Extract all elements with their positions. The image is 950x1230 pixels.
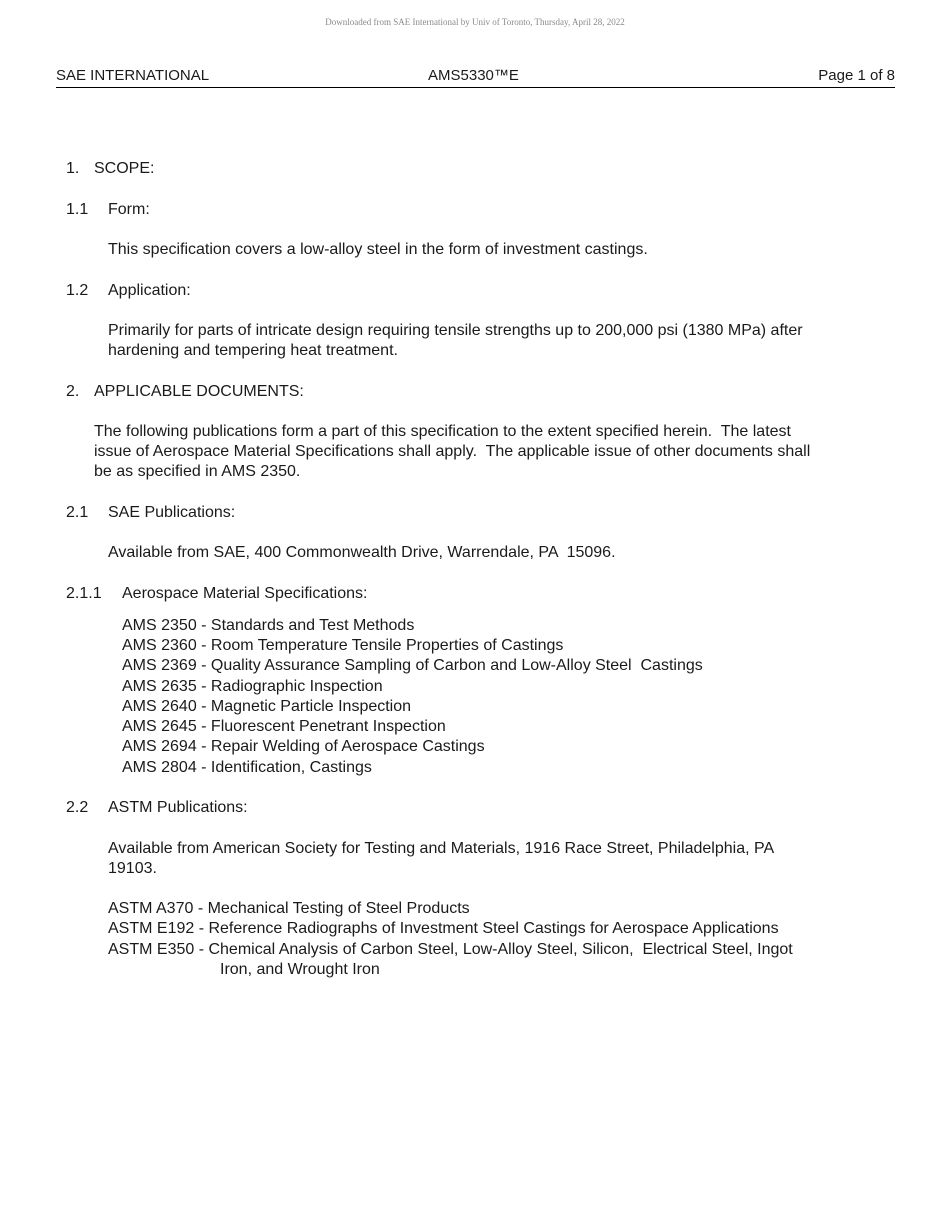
body-line: be as specified in AMS 2350. — [94, 463, 301, 480]
section-number: 2.2 — [66, 799, 89, 816]
section-number: 1.1 — [66, 201, 89, 218]
header-page-number: Page 1 of 8 — [818, 67, 895, 84]
list-item: AMS 2640 - Magnetic Particle Inspection — [122, 698, 412, 715]
section-number: 2. — [66, 383, 80, 400]
section-title: ASTM Publications: — [108, 799, 248, 816]
section-number: 2.1 — [66, 504, 89, 521]
section-number: 2.1.1 — [66, 585, 102, 602]
list-item: AMS 2645 - Fluorescent Penetrant Inspection — [122, 718, 446, 735]
list-item: ASTM E192 - Reference Radiographs of Investment Steel Castings for Aerospace Applications — [108, 920, 779, 937]
section-title: APPLICABLE DOCUMENTS: — [94, 383, 304, 400]
section-number: 1. — [66, 160, 80, 177]
list-item: AMS 2350 - Standards and Test Methods — [122, 617, 415, 634]
download-watermark: Downloaded from SAE International by Univ of Toronto, Thursday, April 28, 2022 — [325, 17, 625, 27]
section-title: Aerospace Material Specifications: — [122, 585, 368, 602]
list-item: AMS 2369 - Quality Assurance Sampling of Carbon and Low-Alloy Steel Castings — [122, 657, 703, 674]
list-item: AMS 2694 - Repair Welding of Aerospace Castings — [122, 738, 485, 755]
body-line: Available from American Society for Testing and Materials, 1916 Race Street, Philadelphia, PA — [108, 840, 775, 857]
body-line: hardening and tempering heat treatment. — [108, 342, 398, 359]
section-1-1-body: This specification covers a low-alloy steel in the form of investment castings. — [108, 241, 648, 258]
list-item-continuation: Iron, and Wrought Iron — [220, 961, 380, 978]
section-title: SAE Publications: — [108, 504, 236, 521]
header-org: SAE INTERNATIONAL — [56, 67, 210, 84]
section-title: Form: — [108, 201, 150, 218]
section-2-1-body: Available from SAE, 400 Commonwealth Drive, Warrendale, PA 15096. — [108, 544, 616, 561]
section-title: Application: — [108, 282, 191, 299]
section-title: SCOPE: — [94, 160, 155, 177]
list-item: AMS 2635 - Radiographic Inspection — [122, 678, 383, 695]
body-line: 19103. — [108, 860, 157, 877]
list-item: ASTM E350 - Chemical Analysis of Carbon Steel, Low-Alloy Steel, Silicon, Electrical Steel, Ingot — [108, 941, 793, 958]
body-line: Primarily for parts of intricate design requiring tensile strengths up to 200,000 psi (1380 MPa) after — [108, 322, 803, 339]
header-doc-number: AMS5330™E — [428, 67, 519, 84]
list-item: ASTM A370 - Mechanical Testing of Steel Products — [108, 900, 470, 917]
body-line: The following publications form a part of this specification to the extent specified herein. The latest — [94, 423, 791, 440]
section-number: 1.2 — [66, 282, 89, 299]
body-line: issue of Aerospace Material Specifications shall apply. The applicable issue of other documents shall — [94, 443, 811, 460]
page-header — [56, 67, 895, 88]
list-item: AMS 2804 - Identification, Castings — [122, 759, 372, 776]
list-item: AMS 2360 - Room Temperature Tensile Properties of Castings — [122, 637, 564, 654]
